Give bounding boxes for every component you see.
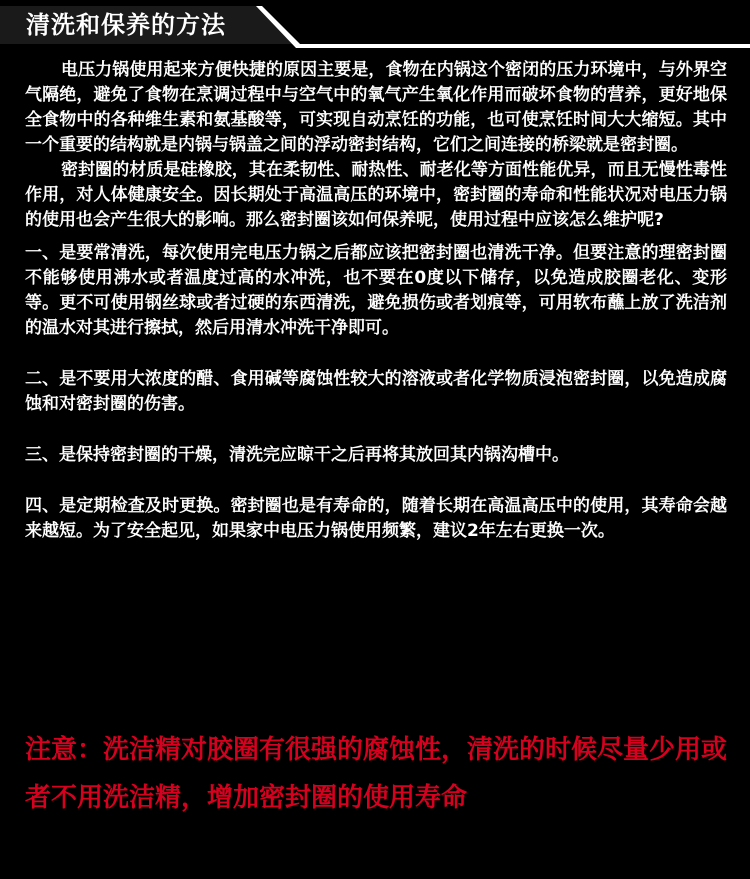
article-body [25,58,727,544]
tip-paragraph-1: 一、是要常清洗，每次使用完电压力锅之后都应该把密封圈也清洗干净。但要注意的理密封圈不能够使用沸水或者温度过高的水冲洗，也不要在0度以下储存，以免造成胶圈老化、变形等。更不可使用钢丝球或者过硬的东西清洗，避免损伤或者划痕等，可用软布蘸上放了洗洁剂的温水对其进行擦拭，然后用清水冲洗干净即可。 [25,243,727,338]
tip-paragraph-4: 四、是定期检查及时更换。密封圈也是有寿命的，随着长期在高温高压中的使用，其寿命会越来越短。为了安全起见，如果家中电压力锅使用频繁，建议2年左右更换一次。 [25,496,727,541]
section-header [0,0,750,50]
tip-paragraph-2: 二、是不要用大浓度的醋、食用碱等腐蚀性较大的溶液或者化学物质浸泡密封圈，以免造成腐蚀和对密封圈的伤害。 [25,369,727,414]
page-title: 清洗和保养的方法 [26,11,226,39]
tip-paragraph-3: 三、是保持密封圈的干燥，清洗完应晾干之后再将其放回其内锅沟槽中。 [25,445,569,465]
warning-note: 注意：洗洁精对胶圈有很强的腐蚀性，清洗的时候尽量少用或者不用洗洁精，增加密封圈的使用寿命 [25,735,728,813]
intro-paragraph-2: 密封圈的材质是硅橡胶，其在柔韧性、耐热性、耐老化等方面性能优异，而且无慢性毒性作用，对人体健康安全。因长期处于高温高压的环境中，密封圈的寿命和性能状况对电压力锅的使用也会产生很大的影响。那么密封圈该如何保养呢，使用过程中应该怎么维护呢? [25,160,727,230]
intro-paragraph-1: 电压力锅使用起来方便快捷的原因主要是，食物在内锅这个密闭的压力环境中，与外界空气隔绝，避免了食物在烹调过程中与空气中的氧气产生氧化作用而破坏食物的营养，更好地保全食物中的各种维生素和氨基酸等，可实现自动烹饪的功能，也可使烹饪时间大大缩短。其中一个重要的结构就是内锅与锅盖之间的浮动密封结构，它们之间连接的桥梁就是密封圈。 [25,60,727,155]
